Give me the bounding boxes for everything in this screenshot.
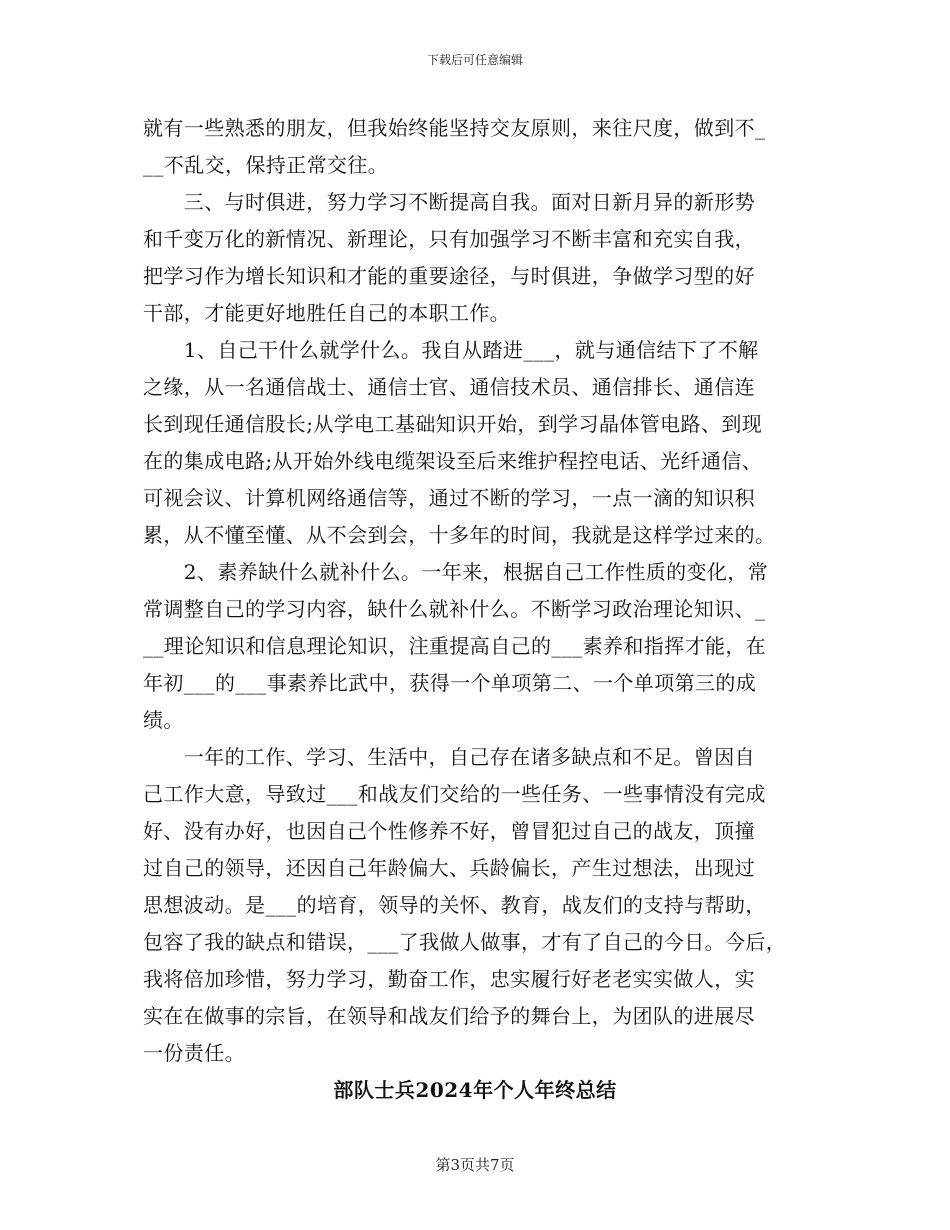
body-line: 年初___的___事素养比武中，获得一个单项第二、一个单项第三的成 [143,671,757,695]
body-line: 就有一些熟悉的朋友，但我始终能坚持交友原则，来往尺度，做到不_ [143,116,766,140]
page-number: 第3页共7页 [435,1156,515,1174]
body-line: 1、自己干什么就学什么。我自从踏进___，就与通信结下了不解 [143,338,759,362]
body-line: 和千变万化的新情况、新理论，只有加强学习不断丰富和充实自我， [143,227,755,251]
body-line: 常调整自己的学习内容，缺什么就补什么。不断学习政治理论知识、_ [143,597,766,621]
body-line: 一份责任。 [143,1041,245,1065]
body-line: 我将倍加珍惜，努力学习，勤奋工作，忠实履行好老老实实做人，实 [143,967,755,991]
body-line: 思想波动。是___的培育，领导的关怀、教育，战友们的支持与帮助， [143,893,766,917]
body-line: 实在在做事的宗旨，在领导和战友们给予的舞台上，为团队的进展尽 [143,1004,755,1028]
body-line: 好、没有办好，也因自己个性修养不好，曾冒犯过自己的战友，顶撞 [143,819,755,843]
body-line: 把学习作为增长知识和才能的重要途径，与时俱进，争做学习型的好 [143,264,755,288]
body-line: 2、素养缺什么就补什么。一年来，根据自己工作性质的变化，常 [143,560,769,584]
body-line: 长到现任通信股长;从学电工基础知识开始，到学习晶体管电路、到现 [143,412,763,436]
body-line: 绩。 [143,708,184,732]
body-line: 可视会议、计算机网络通信等，通过不断的学习，一点一滴的知识积 [143,486,755,510]
body-line: 包容了我的缺点和错误，___了我做人做事，才有了自己的今日。今后， [143,930,787,954]
body-line: __不乱交，保持正常交往。 [143,153,389,177]
body-line: 累，从不懂至懂、从不会到会，十多年的时间，我就是这样学过来的。 [143,523,776,547]
body-line: 干部，才能更好地胜任自己的本职工作。 [143,301,511,325]
body-line: 过自己的领导，还因自己年龄偏大、兵龄偏长，产生过想法，出现过 [143,856,755,880]
body-line: 之缘，从一名通信战士、通信士官、通信技术员、通信排长、通信连 [143,375,755,399]
body-line: 在的集成电路;从开始外线电缆架设至后来维护程控电话、光纤通信、 [143,449,763,473]
section-title: 部队士兵2024年个人年终总结 [333,1078,617,1102]
header-note: 下载后可任意编辑 [426,53,523,67]
body-line: 己工作大意，导致过___和战友们交给的一些任务、一些事情没有完成 [143,782,766,806]
body-line: 一年的工作、学习、生活中，自己存在诸多缺点和不足。曾因自 [143,745,755,769]
body-line: 三、与时俱进，努力学习不断提高自我。面对日新月异的新形势 [143,190,755,214]
body-line: __理论知识和信息理论知识，注重提高自己的___素养和指挥才能，在 [143,634,767,658]
